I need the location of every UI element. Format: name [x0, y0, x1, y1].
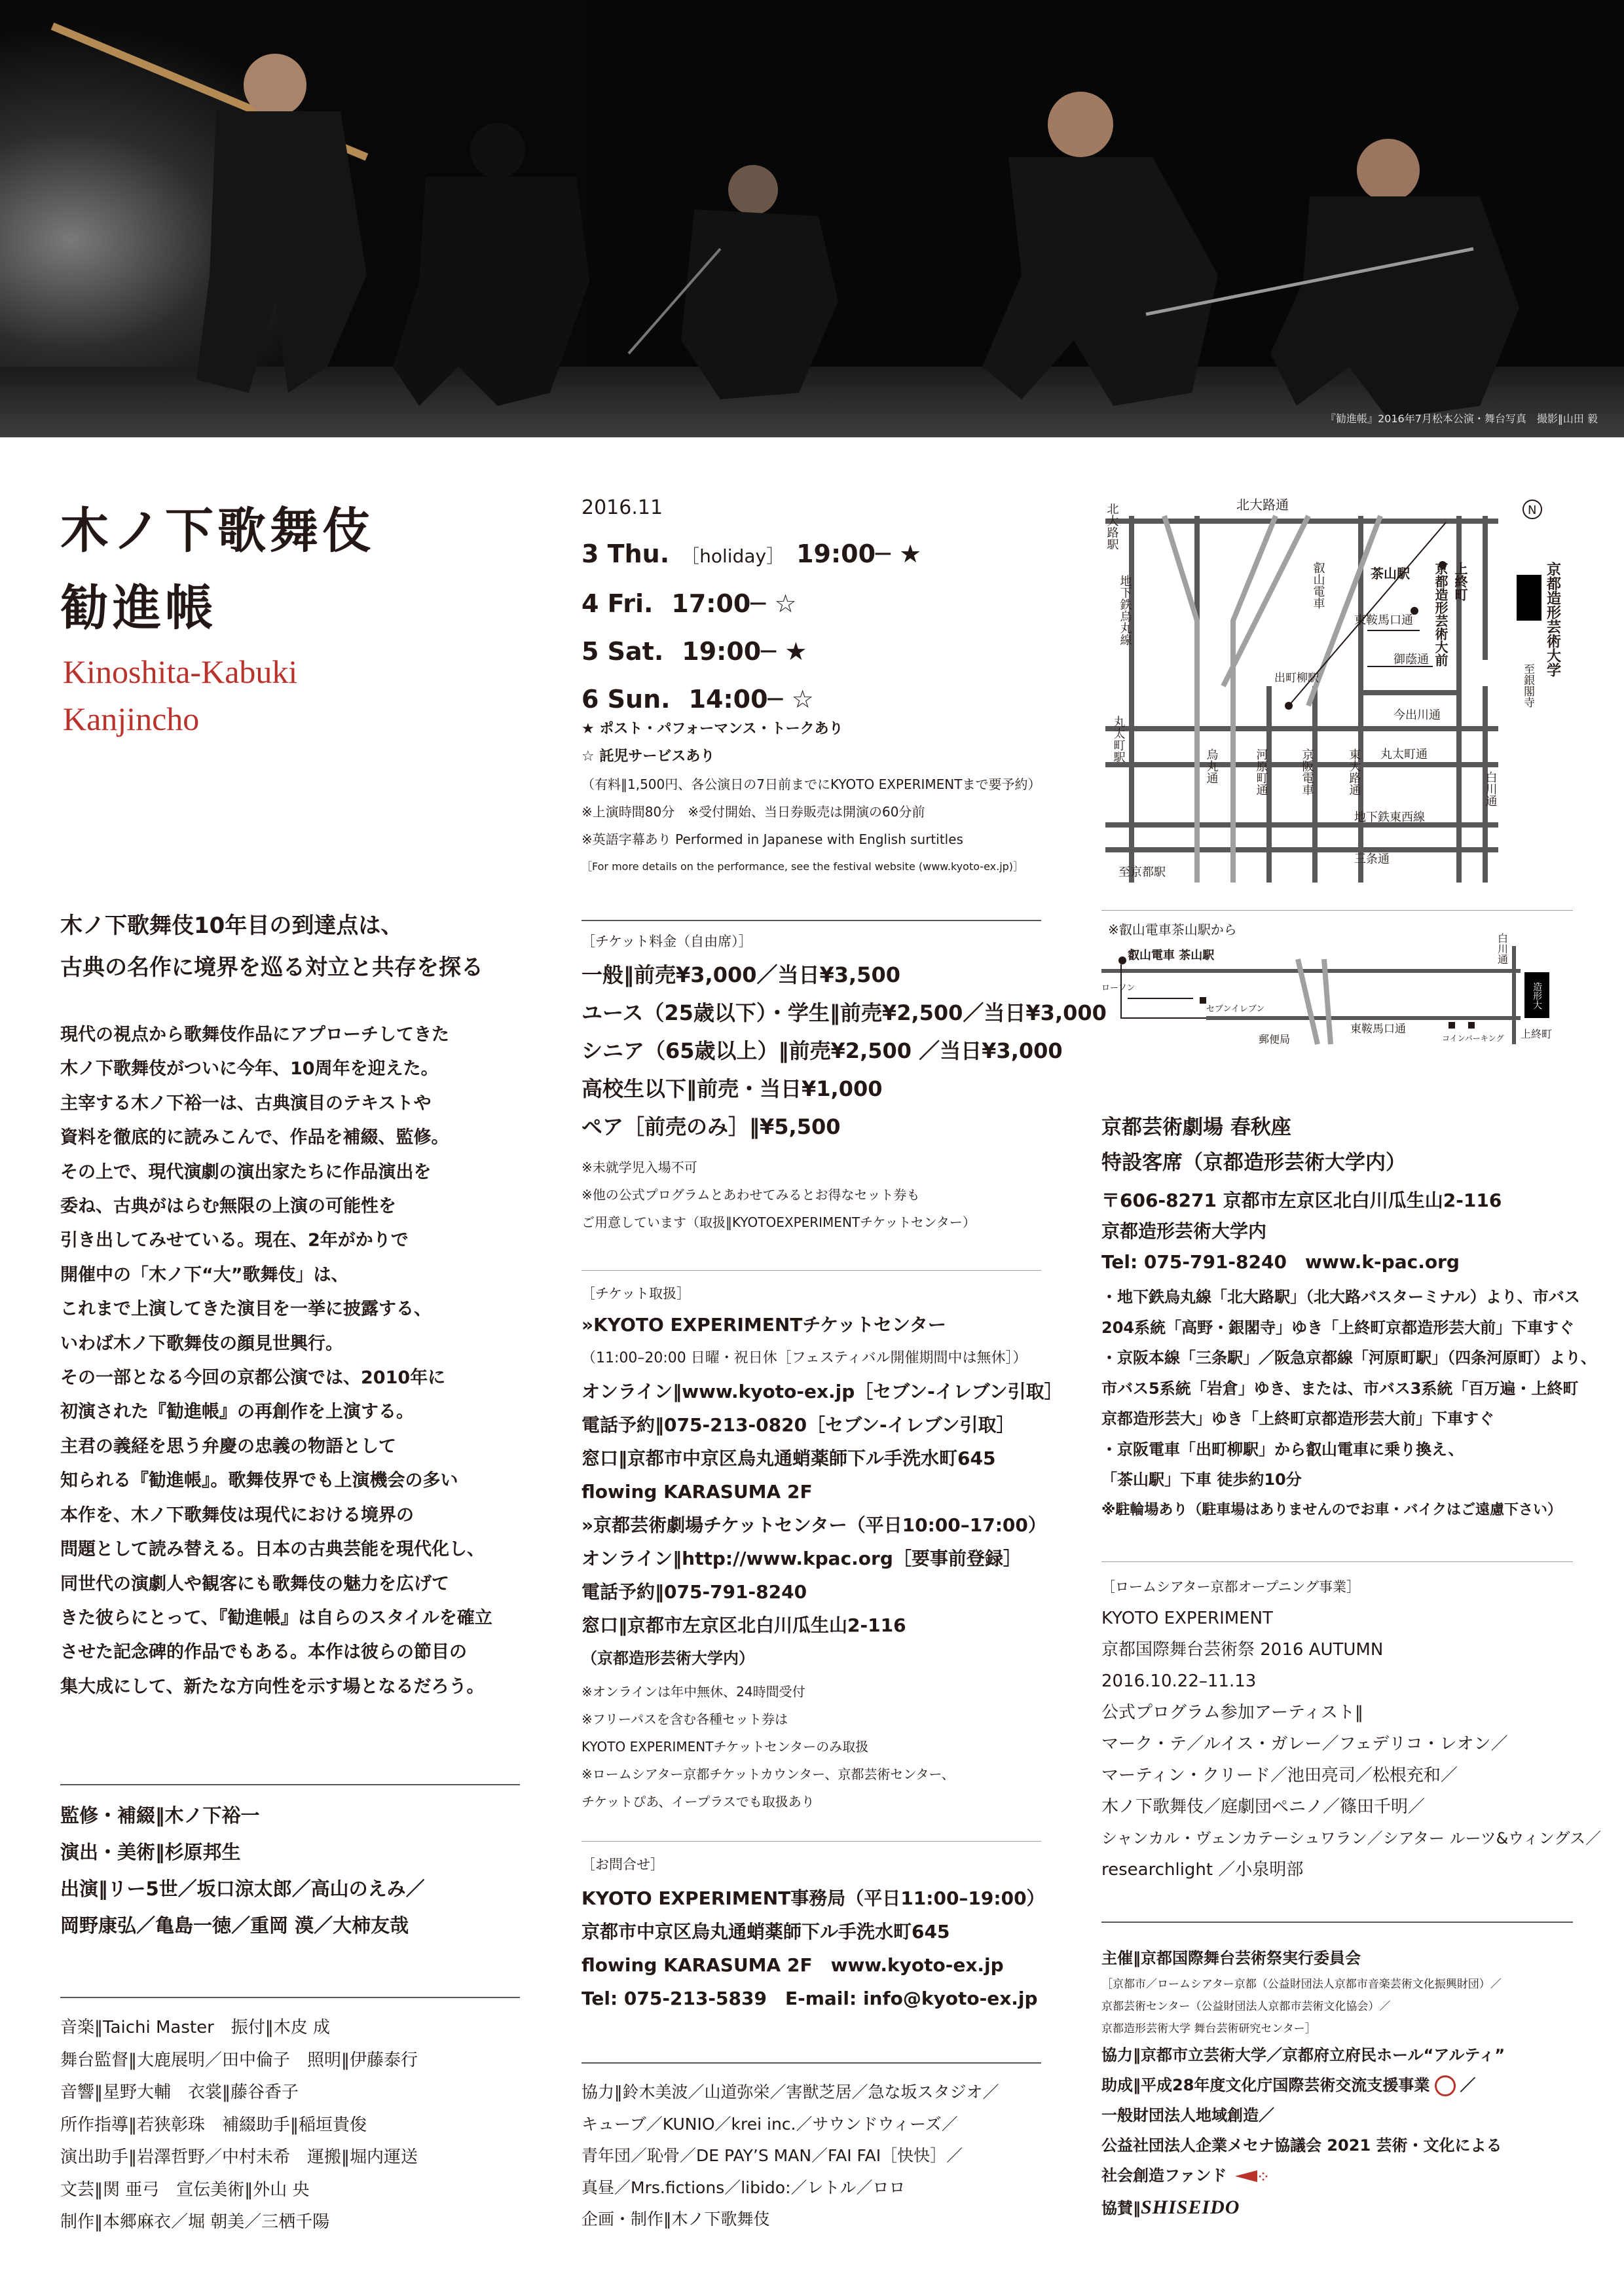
- sponsor-line: 京都造形芸術大学 舞台芸術研究センター］: [1101, 2022, 1316, 2035]
- address-line: Tel: 075-791-8240 www.k-pac.org: [1101, 1251, 1460, 1273]
- access-line: ・京阪本線「三条駅」／阪急京都線「河原町駅」（四条河原町）より、: [1101, 1349, 1596, 1367]
- map-label: 至銀閣寺: [1521, 663, 1534, 708]
- price-line: 高校生以下‖前売・当日¥1,000: [581, 1076, 883, 1101]
- outlet-line: オンライン‖www.kyoto-ex.jp［セブン-イレブン引取］: [581, 1381, 1063, 1402]
- staff-line: 制作‖本郷麻衣／堀 朝美／三栖千陽: [60, 2212, 330, 2232]
- staff-line: 所作指導‖若狭彰珠 補綴助手‖稲垣貴俊: [60, 2115, 367, 2135]
- note-line: ※英語字幕あり Performed in Japanese with English surtitles: [581, 831, 963, 847]
- note-line: ［For more details on the performance, see the festival website (www.kyoto-ex.jp)］: [581, 860, 1024, 873]
- body-line: 本作を、木ノ下歌舞伎は現代における境界の: [60, 1504, 414, 1525]
- divider: [1101, 1561, 1573, 1562]
- ticket-outlets: [581, 1308, 1063, 1675]
- map-label: 今出川通: [1393, 708, 1441, 722]
- inset-label: 郵便局: [1259, 1033, 1291, 1046]
- outlet-line: 窓口‖京都市左京区北白川瓜生山2-116: [581, 1614, 906, 1636]
- contact-line: Tel: 075-213-5839 E-mail: info@kyoto-ex.jp: [581, 1988, 1038, 2009]
- sponsor-support-label: 協賛‖: [1101, 2199, 1141, 2217]
- contact-info: [581, 1882, 1045, 2015]
- map-label: 河原町通: [1254, 748, 1268, 795]
- festival-label: ［ロームシアター京都オープニング事業］: [1101, 1579, 1361, 1595]
- outlet-note: ※ロームシアター京都チケットカウンター、京都芸術センター、: [581, 1766, 955, 1782]
- access-map: [1092, 490, 1577, 896]
- sponsor-line: 主催‖京都国際舞台芸術祭実行委員会: [1101, 1949, 1361, 1967]
- access-line: ・地下鉄烏丸線「北大路駅」（北大路バスターミナル）より、市バス: [1101, 1288, 1580, 1306]
- staff-line: 舞台監督‖大鹿展明／田中倫子 照明‖伊藤泰行: [60, 2050, 418, 2070]
- lead-line: 木ノ下歌舞伎10年目の到達点は、: [60, 913, 403, 939]
- inset-label: 造形大: [1532, 982, 1542, 1010]
- body-line: 同世代の演劇人や観客にも歌舞伎の魅力を広げて: [60, 1573, 449, 1594]
- credit-line: 監修・補綴‖木ノ下裕一: [60, 1804, 260, 1827]
- price-line: シニア（65歳以上）‖前売¥2,500 ／当日¥3,000: [581, 1038, 1063, 1063]
- body-line: その上で、現代演劇の演出家たちに作品演出を: [60, 1161, 432, 1182]
- inset-label: 東鞍馬口通: [1350, 1023, 1406, 1036]
- contact-line: flowing KARASUMA 2F www.kyoto-ex.jp: [581, 1954, 1004, 1976]
- map-label: 京阪電車: [1300, 748, 1314, 795]
- contact-line: 京都市中京区烏丸通蛸薬師下ル手洗水町645: [581, 1921, 950, 1942]
- divider: [581, 920, 1041, 921]
- outlet-note: チケットぴあ、イープラスでも取扱あり: [581, 1794, 815, 1810]
- stage-photo-illustration: [0, 0, 1624, 437]
- schedule-month: 2016.11: [581, 496, 663, 519]
- sponsor-line: 協力‖京都市立芸術大学／京都府立府民ホール“アルティ”: [1101, 2046, 1505, 2064]
- contact-label: ［お問合せ］: [581, 1857, 664, 1872]
- venue-name: 京都芸術劇場 春秋座: [1101, 1116, 1291, 1139]
- main-credits: [60, 1797, 425, 1944]
- inset-label: コインパーキング: [1442, 1034, 1504, 1043]
- cooperation-line: 企画・制作‖木ノ下歌舞伎: [581, 2210, 770, 2229]
- inset-label: ローソン: [1101, 983, 1135, 993]
- ticket-notes: [581, 1154, 1040, 1236]
- map-north: N: [1528, 503, 1537, 517]
- access-line: 「茶山駅」下車 徒歩約10分: [1101, 1470, 1302, 1489]
- shiseido-logo: SHISEIDO: [1141, 2196, 1240, 2218]
- body-line: 資料を徹底的に読みこんで、作品を補綴、監修。: [60, 1127, 449, 1148]
- performance-item: [581, 530, 1040, 580]
- body-line: 開催中の「木ノ下“大”歌舞伎」は、: [60, 1264, 349, 1285]
- body-line: 主宰する木ノ下裕一は、古典演目のテキストや: [60, 1093, 432, 1114]
- divider: [60, 1997, 520, 1998]
- festival-line: researchlight ／小泉明部: [1101, 1860, 1304, 1880]
- map-label: 丸太町通: [1380, 748, 1428, 761]
- address-line: 京都造形芸術大学内: [1101, 1220, 1267, 1242]
- festival-info: [1101, 1571, 1602, 1886]
- festival-line: マーク・テ／ルイス・ガレー／フェデリコ・レオン／: [1101, 1734, 1508, 1754]
- map-label: 至京都駅: [1118, 866, 1166, 879]
- festival-line: 京都国際舞台芸術祭 2016 AUTUMN: [1101, 1640, 1384, 1660]
- body-line: 木ノ下歌舞伎がついに今年、10周年を迎えた。: [60, 1059, 439, 1080]
- credit-line: 演出・美術‖杉原邦生: [60, 1841, 241, 1863]
- sponsor-line: [1101, 2193, 1573, 2223]
- staff-line: 文芸‖関 亜弓 宣伝美術‖外山 央: [60, 2179, 310, 2200]
- outlet-line: （11:00–20:00 日曜・祝日休［フェスティバル開催期間中は無休］）: [581, 1350, 1027, 1366]
- staff-line: 演出助手‖岩澤哲野／中村未希 運搬‖堀内運送: [60, 2147, 418, 2167]
- outlet-line: »京都芸術劇場チケットセンター（平日10:00–17:00）: [581, 1514, 1046, 1536]
- cooperation-line: 真昼／Mrs.fictions／libido:／レトル／ロロ: [581, 2178, 906, 2197]
- body-line: 問題として読み替える。日本の古典芸能を現代化し、: [60, 1539, 485, 1560]
- map-label: 丸太町駅: [1111, 716, 1126, 763]
- map-label: 三条通: [1354, 852, 1390, 866]
- divider: [581, 2062, 1041, 2064]
- map-label: 出町柳駅: [1274, 672, 1319, 685]
- access-line: ※駐輪場あり（駐車場はありませんのでお車・バイクはご遠慮下さい）: [1101, 1501, 1562, 1518]
- cooperation-line: キューブ／KUNIO／krei inc.／サウンドウィーズ／: [581, 2114, 958, 2134]
- outlet-line: 窓口‖京都市中京区烏丸通蛸薬師下ル手洗水町645: [581, 1448, 996, 1469]
- divider: [581, 1841, 1041, 1842]
- note-line: ※上演時間80分 ※受付開始、当日券販売は開演の60分前: [581, 804, 925, 820]
- sponsor-fund: 社会創造ファンド: [1101, 2166, 1227, 2185]
- outlet-line: （京都造形芸術大学内）: [581, 1649, 754, 1667]
- performance-notes: [581, 716, 1040, 881]
- body-line: きた彼らにとって、『勧進帳』は自らのスタイルを確立: [60, 1607, 492, 1628]
- price-line: ユース（25歳以下）・学生‖前売¥2,500／当日¥3,000: [581, 1000, 1107, 1025]
- inset-label: 上終町: [1521, 1028, 1553, 1040]
- sponsor-line: 京都芸術センター（公益財団法人京都市芸術文化協会）／: [1101, 2000, 1391, 2013]
- outlet-note: ※オンラインは年中無休、24時間受付: [581, 1684, 805, 1700]
- cooperation-line: 青年団／恥骨／DE PAY’S MAN／FAI FAI［快快］／: [581, 2146, 963, 2165]
- inset-map: [1101, 920, 1573, 1051]
- mecenat-logo-icon: [1235, 2170, 1257, 2182]
- map-label: 京都造形芸術大前: [1433, 562, 1449, 666]
- divider: [581, 1270, 1041, 1271]
- english-title-line2: Kanjincho: [63, 701, 200, 737]
- lead-text: [60, 905, 483, 989]
- hero-photo: [0, 0, 1624, 437]
- body-line: させた記念碑的作品でもある。本作は彼らの節目の: [60, 1642, 467, 1663]
- english-title-line1: Kinoshita-Kabuki: [63, 653, 298, 690]
- access-line: 市バス5系統「岩倉」ゆき、または、市バス3系統「百万遍・上終町: [1101, 1379, 1579, 1398]
- outlet-line: オンライン‖http://www.kpac.org［要事前登録］: [581, 1548, 1022, 1569]
- sponsor-line: 公益社団法人企業メセナ協議会 2021 芸術・文化による: [1101, 2136, 1502, 2155]
- venue-address: [1101, 1185, 1573, 1277]
- photo-credit: 『勧進帳』2016年7月松本公演・舞台写真 撮影‖山田 毅: [1325, 412, 1598, 425]
- ticket-prices: [581, 956, 1107, 1146]
- outlet-line: 電話予約‖075-213-0820［セブン-イレブン引取］: [581, 1414, 1015, 1436]
- body-line: 知られる『勧進帳』。歌舞伎界でも上演機会の多い: [60, 1470, 458, 1491]
- performance-holiday: ［holiday］: [681, 545, 785, 567]
- address-line: 〒606-8271 京都市左京区北白川瓜生山2-116: [1101, 1190, 1502, 1211]
- body-line: 集大成にして、新たな方向性を示す場となるだろう。: [60, 1676, 485, 1697]
- festival-line: 公式プログラム参加アーティスト‖: [1101, 1703, 1363, 1722]
- credit-line: 出演‖リー5世／坂口涼太郎／高山のえみ／: [60, 1878, 425, 1900]
- body-line: 引き出してみせている。現在、2年がかりで: [60, 1230, 409, 1251]
- performance-item: [581, 580, 1040, 628]
- map-label: 北大路通: [1236, 497, 1289, 513]
- map-label: 白川通: [1483, 771, 1498, 807]
- note-line: ★ ポスト・パフォーマンス・トークあり: [581, 721, 843, 737]
- map-label: 東大路通: [1347, 748, 1361, 795]
- performance-day: 5 Sat.: [581, 637, 664, 666]
- sponsors: [1101, 1943, 1573, 2223]
- ticket-note: ※未就学児入場不可: [581, 1159, 697, 1175]
- venue-seat: 特設客席（京都造形芸術大学内）: [1101, 1151, 1406, 1175]
- lead-line: 古典の名作に境界を巡る対立と共存を探る: [60, 955, 483, 981]
- sponsor-line: 助成‖平成28年度文化庁国際芸術交流支援事業 ／: [1101, 2070, 1573, 2100]
- contact-line: KYOTO EXPERIMENT事務局（平日11:00–19:00）: [581, 1887, 1045, 1909]
- note-line: （有料‖1,500円、各公演日の7日前までにKYOTO EXPERIMENTまで要予約）: [581, 776, 1041, 792]
- inset-label: 叡山電車 茶山駅: [1128, 949, 1215, 962]
- body-line: いわば木ノ下歌舞伎の顔見世興行。: [60, 1333, 343, 1354]
- staff-line: 音響‖星野大輔 衣裳‖藤谷香子: [60, 2083, 299, 2102]
- performance-time: 19:00─ ★: [682, 637, 807, 666]
- divider: [1101, 910, 1573, 911]
- outlet-line: 電話予約‖075-791-8240: [581, 1581, 807, 1603]
- performance-day: 4 Fri.: [581, 589, 654, 618]
- credit-line: 岡野康弘／亀島一徳／重岡 漠／大柿友哉: [60, 1914, 409, 1937]
- sponsor-grant: 助成‖平成28年度文化庁国際芸術交流支援事業: [1101, 2076, 1430, 2094]
- divider: [60, 1784, 520, 1785]
- map-label: 東鞍馬口通: [1354, 613, 1413, 627]
- performance-item: [581, 628, 1040, 676]
- map-label: 地下鉄烏丸線: [1118, 575, 1132, 646]
- inset-label: セブンイレブン: [1206, 1004, 1265, 1014]
- map-label: 烏丸通: [1204, 748, 1219, 784]
- performance-time: 14:00─ ☆: [688, 685, 814, 714]
- body-line: 初演された『勧進帳』の再創作を上演する。: [60, 1402, 414, 1423]
- map-label: 北大路駅: [1105, 503, 1119, 550]
- map-label: 京都造形芸術大学: [1544, 562, 1561, 677]
- outlet-notes: [581, 1678, 1040, 1815]
- map-label: 上終町: [1452, 562, 1468, 601]
- title-line2: 勧進帳: [60, 580, 217, 636]
- outlet-note: KYOTO EXPERIMENTチケットセンターのみ取扱: [581, 1739, 869, 1755]
- access-line: 京都造形芸大」ゆき「上終町京都造形芸大前」下車すぐ: [1101, 1410, 1494, 1428]
- performance-day: 3 Thu.: [581, 539, 670, 568]
- page-title: [60, 492, 375, 647]
- price-line: ペア［前売のみ］‖¥5,500: [581, 1114, 841, 1139]
- body-line: その一部となる今回の京都公演では、2010年に: [60, 1368, 446, 1389]
- body-line: 現代の視点から歌舞伎作品にアプローチしてきた: [60, 1025, 449, 1045]
- note-line: ☆ 託児サービスあり: [581, 748, 715, 765]
- outlets-label: ［チケット取扱］: [581, 1286, 691, 1302]
- body-text: [60, 1018, 519, 1704]
- map-label: 御蔭通: [1393, 653, 1429, 666]
- outlet-line: »KYOTO EXPERIMENTチケットセンター: [581, 1314, 946, 1336]
- performance-list: [581, 530, 1040, 723]
- outlet-line: flowing KARASUMA 2F: [581, 1481, 813, 1503]
- performance-day: 6 Sun.: [581, 685, 671, 714]
- title-line1: 木ノ下歌舞伎: [60, 503, 375, 559]
- festival-line: シャンカル・ヴェンカテーシュワラン／シアター ルーツ&ウィングス／: [1101, 1829, 1602, 1848]
- divider: [1101, 1922, 1573, 1923]
- access-info: [1101, 1282, 1596, 1525]
- body-line: 主君の義経を思う弁慶の忠義の物語として: [60, 1436, 396, 1457]
- sponsor-line: 社会創造ファンド ⁘: [1101, 2166, 1268, 2185]
- sponsor-line: ［京都市／ロームシアター京都（公益財団法人京都市音楽芸術文化振興財団）／: [1101, 1978, 1502, 1991]
- body-line: これまで上演してきた演目を一挙に披露する、: [60, 1299, 432, 1320]
- inset-label: 白川通: [1496, 933, 1509, 964]
- festival-line: KYOTO EXPERIMENT: [1101, 1609, 1273, 1628]
- body-line: 委ね、古典がはらむ無限の上演の可能性を: [60, 1196, 396, 1217]
- access-line: ・京阪電車「出町柳駅」から叡山電車に乗り換え、: [1101, 1440, 1464, 1459]
- sponsor-line: 一般財団法人地域創造／: [1101, 2106, 1274, 2124]
- cooperation: [581, 2077, 1040, 2236]
- access-line: 204系統「高野・銀閣寺」ゆき「上終町京都造形芸大前」下車すぐ: [1101, 1318, 1575, 1337]
- ticket-note: ご用意しています（取扱‖KYOTOEXPERIMENTチケットセンター）: [581, 1214, 976, 1230]
- map-label: 地下鉄東西線: [1354, 811, 1425, 824]
- cooperation-line: 協力‖鈴木美波／山道弥栄／害獣芝居／急な坂スタジオ／: [581, 2083, 999, 2102]
- price-line: 一般‖前売¥3,000／当日¥3,500: [581, 962, 900, 987]
- english-title: [63, 648, 297, 742]
- performance-time: 17:00─ ☆: [671, 589, 797, 618]
- staff-line: 音楽‖Taichi Master 振付‖木皮 成: [60, 2018, 331, 2037]
- map-label: 叡山電車: [1311, 562, 1325, 609]
- festival-line: 木ノ下歌舞伎／庭劇団ペニノ／篠田千明／: [1101, 1797, 1426, 1817]
- bunkacho-logo-icon: [1435, 2075, 1456, 2096]
- festival-line: 2016.10.22–11.13: [1101, 1671, 1257, 1691]
- outlet-note: ※フリーパスを含む各種セット券は: [581, 1711, 788, 1727]
- ticket-note: ※他の公式プログラムとあわせてみるとお得なセット券も: [581, 1187, 920, 1203]
- performance-time: 19:00─ ★: [796, 539, 922, 568]
- map-label: 茶山駅: [1371, 566, 1410, 581]
- staff-credits: [60, 2012, 418, 2239]
- inset-note: ※叡山電車茶山駅から: [1108, 922, 1237, 938]
- tickets-label: ［チケット料金（自由席）］: [581, 934, 752, 949]
- venue-block: [1101, 1110, 1573, 1180]
- festival-line: マーティン・クリード／池田亮司／松根充和／: [1101, 1766, 1458, 1785]
